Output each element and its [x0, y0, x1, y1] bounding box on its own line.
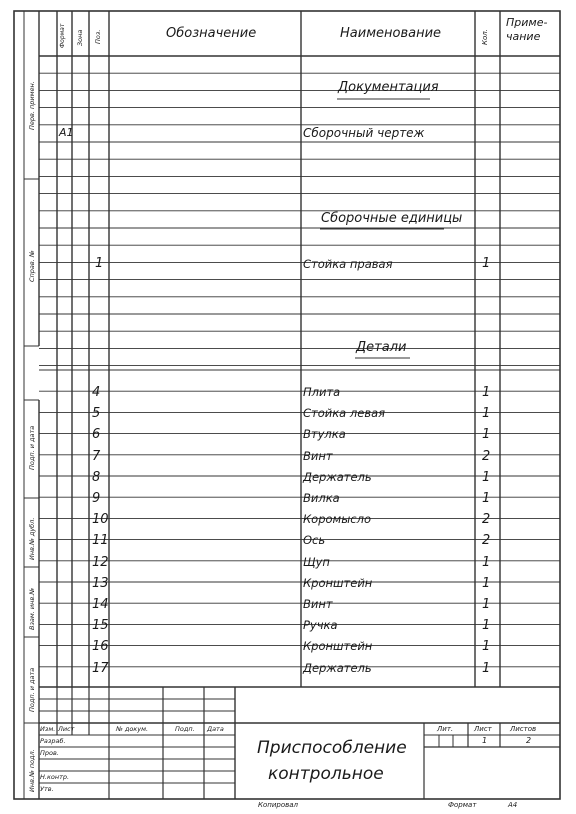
row-qty: 1 — [482, 618, 491, 634]
section-parts: Детали — [356, 340, 407, 355]
row-qty: 1 — [482, 575, 491, 591]
footer-format-label: Формат — [448, 801, 477, 809]
section-assembly-units: Сборочные единицы — [321, 211, 463, 226]
row-name: Ручка — [303, 618, 338, 633]
row-qty: 1 — [482, 597, 491, 612]
row-name: Коромысло — [303, 512, 372, 527]
row-pos: 10 — [92, 512, 109, 528]
header-zone: Зона — [76, 29, 84, 46]
header-name: Наименование — [340, 26, 442, 41]
tb-lit: Лит. — [437, 725, 454, 733]
header-format: Формат — [59, 23, 66, 48]
row-name: Плита — [303, 385, 341, 399]
tb-utv: Утв. — [40, 785, 54, 793]
header-qty: Кол. — [481, 29, 489, 45]
tb-razrab: Разраб. — [40, 737, 66, 745]
margin-perv-primen: Перв. примен. — [28, 81, 36, 130]
row-qty: 1 — [482, 469, 491, 485]
row-pos: 17 — [92, 660, 109, 676]
row-qty: 1 — [482, 660, 491, 676]
margin-podp-data-2: Подп. и дата — [28, 667, 36, 712]
row-qty: 1 — [482, 427, 491, 443]
row-qty: 2 — [482, 448, 491, 464]
tb-sheets-value: 2 — [526, 736, 532, 745]
row-qty: 2 — [482, 533, 491, 549]
footer-copied: Копировал — [258, 801, 298, 809]
row-format: А1 — [59, 126, 74, 139]
row-qty: 1 — [482, 639, 491, 655]
tb-sheet: Лист — [474, 725, 492, 733]
document-title-line1: Приспособление — [257, 738, 407, 758]
tb-sheet-value: 1 — [482, 736, 488, 745]
row-pos: 13 — [92, 575, 109, 591]
row-pos: 16 — [92, 639, 109, 655]
margin-inv-dubl: Инв.№ дубл. — [28, 517, 36, 560]
margin-vzam-inv: Взам. инв.№ — [28, 587, 36, 630]
row-pos: 9 — [92, 491, 101, 506]
tb-n-kontr: Н.контр. — [40, 773, 70, 781]
row-name: Винт — [303, 448, 333, 463]
row-pos: 5 — [92, 406, 101, 422]
row-name: Кронштейн — [303, 639, 373, 654]
row-pos: 15 — [92, 618, 109, 634]
row-pos: 7 — [92, 448, 101, 464]
row-name: Винт — [303, 597, 333, 611]
row-name: Стойка левая — [303, 406, 386, 421]
row-pos: 14 — [92, 597, 109, 612]
row-qty: 1 — [482, 554, 491, 570]
row-name: Щуп — [303, 554, 330, 569]
row-qty: 1 — [482, 385, 491, 400]
header-designation: Обозначение — [166, 26, 257, 41]
header-pos: Поз. — [94, 29, 102, 44]
tb-data: Дата — [207, 725, 224, 733]
row-qty: 1 — [482, 406, 491, 422]
margin-inv-podl: Инв.№ подл. — [28, 749, 36, 792]
row-name: Держатель — [303, 469, 372, 484]
row-pos: 1 — [95, 256, 104, 271]
row-qty: 2 — [482, 512, 491, 528]
header-note: Приме- чание — [506, 16, 548, 43]
row-qty: 1 — [482, 256, 491, 271]
row-pos: 12 — [92, 554, 109, 570]
row-name: Вилка — [303, 491, 340, 505]
row-pos: 6 — [92, 427, 101, 443]
row-name: Сборочный чертеж — [303, 126, 425, 140]
tb-sheets: Листов — [510, 725, 537, 733]
row-name: Держатель — [303, 660, 372, 675]
footer-format-value: А4 — [508, 801, 518, 809]
tb-izm: Изм. — [40, 725, 56, 733]
section-documentation: Документация — [338, 80, 439, 95]
margin-podp-data-1: Подп. и дата — [28, 425, 36, 470]
row-name: Ось — [303, 533, 326, 548]
row-name: Кронштейн — [303, 575, 373, 590]
tb-podp: Подп. — [175, 725, 195, 733]
row-pos: 11 — [92, 533, 109, 549]
margin-sprav-no: Справ. № — [28, 250, 36, 282]
tb-list: Лист — [58, 725, 75, 733]
row-pos: 8 — [92, 469, 101, 485]
row-pos: 4 — [92, 385, 101, 400]
tb-doc-no: № докум. — [116, 725, 149, 733]
row-qty: 1 — [482, 491, 491, 506]
tb-prov: Пров. — [40, 749, 59, 757]
row-name: Стойка правая — [303, 257, 393, 271]
document-title-line2: контрольное — [268, 764, 384, 784]
row-name: Втулка — [303, 427, 346, 442]
